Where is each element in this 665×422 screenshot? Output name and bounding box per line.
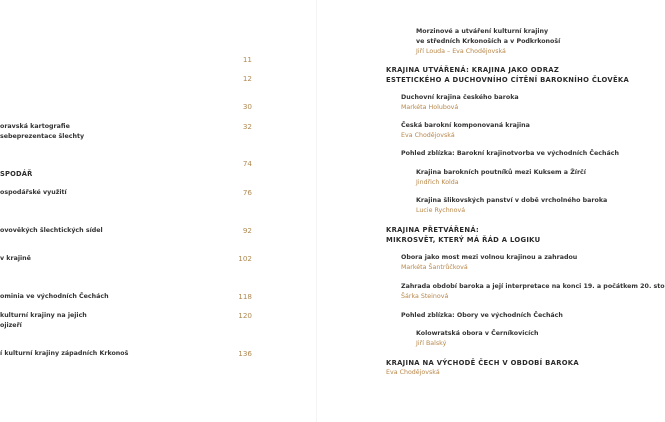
toc-entry[interactable] (401, 311, 563, 321)
toc-entry-title: ovověkých šlechtických sídel (0, 227, 103, 234)
toc-entry-title: Zahrada období baroka a její interpretace na konci 19. a počátkem 20. sto (401, 283, 665, 290)
toc-entry[interactable] (416, 329, 539, 349)
toc-entry-title: ominia ve východních Čechách (0, 293, 109, 300)
toc-entry[interactable] (0, 254, 252, 284)
toc-entry-author: Eva Chodějovská (386, 369, 440, 377)
toc-section-title: KRAJINA NA VÝCHODĚ ČECH V OBDOBÍ BAROKA (386, 359, 579, 367)
toc-entry-title: í kulturní krajiny západních Krkonoš (0, 350, 129, 357)
toc-page-number: 12 (242, 74, 252, 83)
toc-entry-title: Česká barokní komponovaná krajina (401, 122, 530, 129)
toc-entry-title: oravská kartografie sebeprezentace šlechty (0, 123, 85, 140)
toc-entry-author: Markéta Holubová (401, 104, 459, 112)
toc-entry[interactable] (401, 149, 619, 159)
toc-entry[interactable] (401, 253, 577, 273)
toc-entry-author: Jiří Balský (416, 340, 447, 348)
toc-page-number: 118 (238, 292, 252, 301)
toc-entry-title: Krajina barokních poutníků mezi Kuksem a Žírčí (416, 169, 586, 176)
toc-entry-title-line2: ve středních Krkonoších a v Podkrkonoší (416, 38, 561, 46)
toc-page-number: 11 (242, 55, 252, 64)
toc-entry-title: kulturní krajiny na jejich ojizeří (0, 312, 87, 329)
toc-entry[interactable] (0, 188, 252, 218)
toc-page-number: 76 (242, 188, 252, 197)
toc-page-number: 92 (242, 226, 252, 235)
toc-entry[interactable] (401, 282, 665, 302)
toc-entry-title: v krajině (0, 255, 31, 262)
toc-entry[interactable] (0, 349, 252, 379)
toc-section-title: KRAJINA UTVÁŘENÁ: KRAJINA JAKO ODRAZ (386, 66, 560, 74)
toc-entry-author: Jindřich Kolda (416, 179, 459, 187)
toc-page-number: 32 (242, 122, 252, 131)
toc-entry-title: Pohled zblízka: Obory ve východních Čechách (401, 312, 563, 319)
toc-entry-author: Markéta Šantrůčková (401, 264, 468, 272)
toc-entry-title: Morzinové a utváření kulturní krajiny (416, 28, 549, 35)
right-page (316, 0, 665, 422)
toc-entry[interactable] (0, 226, 252, 256)
left-page (0, 0, 316, 422)
toc-entry-title: ospodářské využití (0, 189, 67, 196)
toc-entry[interactable] (416, 196, 607, 216)
toc-entry-title: Duchovní krajina českého baroka (401, 94, 519, 101)
toc-section[interactable] (386, 225, 540, 245)
toc-entry-author: Šárka Steinová (401, 293, 449, 301)
toc-entry[interactable] (416, 27, 560, 58)
toc-entry-author: Lucie Rychnová (416, 207, 466, 215)
toc-entry-title: Kolowratská obora v Černíkovicích (416, 330, 539, 337)
toc-entry-author: Jiří Louda – Eva Chodějovská (416, 48, 506, 56)
toc-section-title-line2: ESTETICKÉHO A DUCHOVNÍHO CÍTĚNÍ BAROKNÍHO ČLOVĚKA (386, 76, 630, 85)
toc-page-number: 74 (242, 159, 252, 168)
toc-entry[interactable] (0, 311, 252, 341)
toc-entry[interactable] (416, 168, 586, 188)
toc-page-number: 30 (242, 102, 252, 111)
toc-entry[interactable] (0, 74, 252, 104)
toc-section-title: SPODÁŘ (0, 170, 33, 178)
toc-entry-title: Pohled zblízka: Barokní krajinotvorba ve východních Čechách (401, 150, 619, 157)
toc-entry-title: Krajina šlikovských panství v době vrcholného baroka (416, 197, 608, 204)
toc-entry[interactable] (401, 121, 530, 141)
toc-page-number: 120 (238, 311, 252, 320)
toc-entry[interactable] (0, 122, 252, 152)
toc-page-number: 136 (238, 349, 252, 358)
toc-entry[interactable] (401, 93, 519, 113)
toc-section[interactable] (386, 358, 579, 378)
toc-page-number: 102 (238, 254, 252, 263)
toc-entry-title: Obora jako most mezi volnou krajinou a zahradou (401, 254, 578, 261)
toc-section-title-line2: MIKROSVĚT, KTERÝ MÁ ŘÁD A LOGIKU (386, 236, 541, 245)
toc-entry-author: Eva Chodějovská (401, 132, 455, 140)
toc-section[interactable] (386, 65, 629, 85)
toc-section-title: KRAJINA PŘETVÁŘENÁ: (386, 226, 480, 234)
